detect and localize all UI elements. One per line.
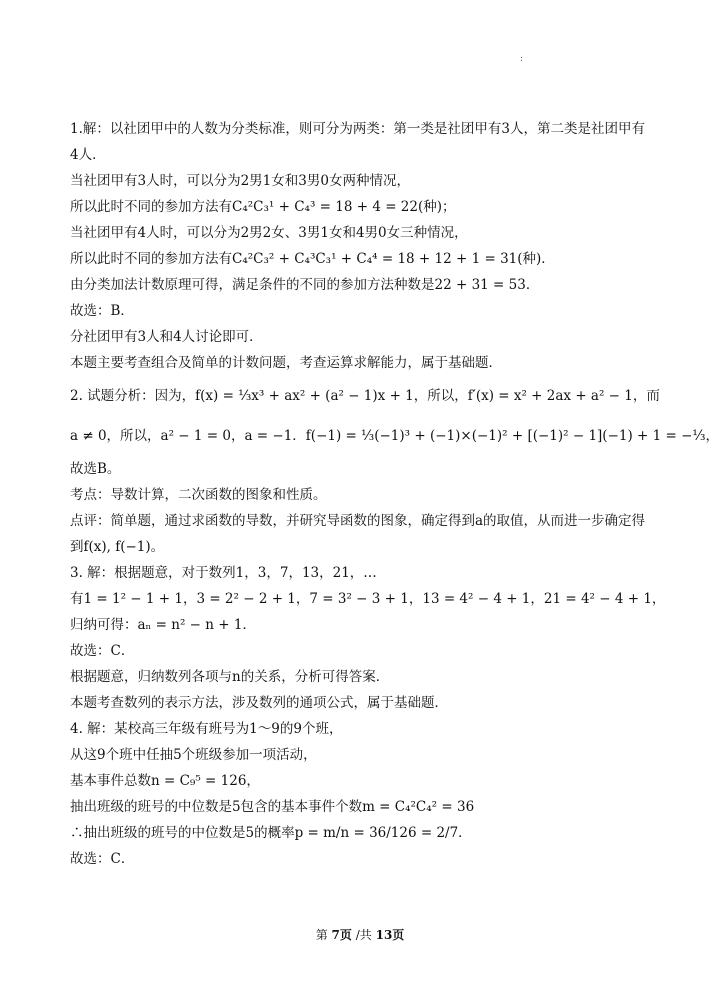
- text-line: 1.解：以社团甲中的人数为分类标准，则可分为两类：第一类是社团甲有3人，第二类是社团甲有: [70, 121, 645, 137]
- text-line: 所以此时不同的参加方法有C₄²C₃² + C₄³C₃¹ + C₄⁴ = 18 + 12 + 1 = 31(种)．: [70, 251, 555, 267]
- text-line: 故选：C．: [70, 851, 135, 867]
- footer-prefix: 第: [315, 928, 328, 942]
- footer-page-number: 7页: [331, 928, 352, 942]
- page-footer: [0, 926, 720, 943]
- text-line: 所以此时不同的参加方法有C₄²C₃¹ + C₄³ = 18 + 4 = 22(种)；: [70, 199, 456, 215]
- solution-text: [70, 116, 720, 872]
- text-line: 从这9个班中任抽5个班级参加一项活动，: [70, 747, 317, 763]
- text-line: 3. 解：根据题意，对于数列1，3，7，13，21，…: [70, 565, 377, 581]
- text-line: 由分类加法计数原理可得，满足条件的不同的参加方法种数是22 + 31 = 53．: [70, 277, 540, 293]
- text-line: 4人．: [70, 147, 106, 163]
- text-line: 故选：C．: [70, 643, 135, 659]
- text-line: 分社团甲有3人和4人讨论即可．: [70, 329, 263, 345]
- text-line: 有1 = 1² − 1 + 1，3 = 2² − 2 + 1，7 = 3² − 3 + 1，13 = 4² − 4 + 1，21 = 4² − 4 + 1，: [70, 591, 666, 607]
- text-line: 点评：简单题，通过求函数的导数，并研究导函数的图象，确定得到a的取值，从而进一步确定得: [70, 513, 646, 529]
- text-line: 2. 试题分析：因为，f(x) = ⅓x³ + ax² + (a² − 1)x + 1，所以，f′(x) = x² + 2ax + a² − 1，而: [70, 388, 660, 404]
- text-line: 归纳可得：aₙ = n² − n + 1．: [70, 617, 256, 633]
- text-line: 根据题意，归纳数列各项与n的关系，分析可得答案．: [70, 669, 390, 685]
- text-line: 当社团甲有4人时，可以分为2男2女、3男1女和4男0女三种情况，: [70, 225, 468, 241]
- text-line: 到f(x), f(−1)。: [70, 539, 165, 555]
- text-line: ∴抽出班级的班号的中位数是5的概率p = m/n = 36/126 = 2/7．: [70, 825, 472, 841]
- text-line: 考点：导数计算，二次函数的图象和性质。: [70, 487, 327, 503]
- footer-total-pages: 13页: [375, 928, 405, 942]
- text-line: 基本事件总数n = C₉⁵ = 126，: [70, 773, 260, 789]
- text-line: 本题考查数列的表示方法，涉及数列的通项公式，属于基础题．: [70, 695, 448, 711]
- text-line: 当社团甲有3人时，可以分为2男1女和3男0女两种情况，: [70, 173, 410, 189]
- header-mark: :: [520, 54, 524, 64]
- text-line: 抽出班级的班号的中位数是5包含的基本事件个数m = C₄²C₄² = 36: [70, 799, 475, 815]
- text-line: 故选B。: [70, 461, 121, 477]
- text-line: a ≠ 0，所以，a² − 1 = 0，a = −1．f(−1) = ⅓(−1)³ + (−1)×(−1)² + [(−1)² − 1](−1) + 1 = −⅓，: [70, 428, 720, 444]
- text-line: 4. 解：某校高三年级有班号为1～9的9个班，: [70, 721, 343, 737]
- text-line: 本题主要考查组合及简单的计数问题，考查运算求解能力，属于基础题．: [70, 355, 502, 371]
- footer-separator: /共: [355, 928, 372, 942]
- text-line: 故选：B．: [70, 303, 134, 319]
